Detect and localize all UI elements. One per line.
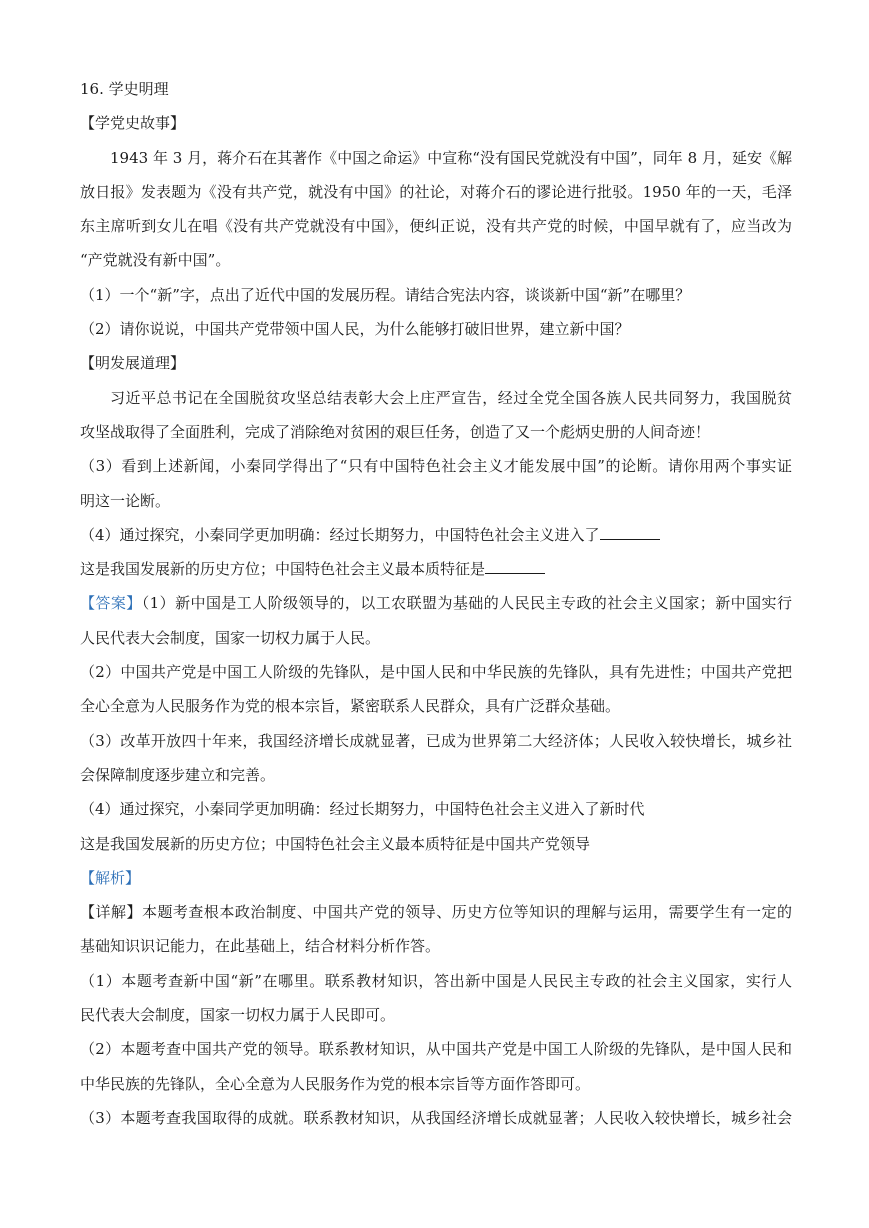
- analysis-2-line: （2）本题考查中国共产党的领导。联系教材知识，从中国共产党是中国工人阶级的先锋队，是中国人民和: [80, 1040, 792, 1059]
- story-paragraph-line: 放日报》发表题为《没有共产党，就没有中国》的社论，对蒋介石的谬论进行批驳。1950 年的一天，毛泽: [80, 182, 792, 201]
- analysis-label: 【解析】: [80, 868, 141, 887]
- answer-1-line: [80, 586, 792, 620]
- answer-blank: [485, 559, 545, 574]
- question-3-line: 明这一论断。: [80, 491, 171, 510]
- answer-blank: [600, 525, 660, 540]
- answer-2-line: 全心全意为人民服务作为党的根本宗旨，紧密联系人民群众，具有广泛群众基础。: [80, 697, 621, 716]
- question-4-line: [80, 552, 792, 586]
- news-paragraph-line: 攻坚战取得了全面胜利，完成了消除绝对贫困的艰巨任务，创造了又一个彪炳史册的人间奇迹！: [80, 422, 711, 441]
- answer-1-line: 人民代表大会制度，国家一切权力属于人民。: [80, 628, 381, 647]
- answer-3-line: 会保障制度逐步建立和完善。: [80, 765, 276, 784]
- question-3-line: （3）看到上述新闻，小秦同学得出了“只有中国特色社会主义才能发展中国”的论断。请你用两个事实证: [80, 457, 792, 476]
- document-page: [80, 72, 792, 1135]
- question-title: 16. 学史明理: [80, 80, 169, 98]
- story-paragraph-line: “产党就没有新中国”。: [80, 251, 231, 270]
- question-4-line: [80, 518, 792, 552]
- section-header-development: 【明发展道理】: [80, 354, 186, 373]
- question-4-text: （4）通过探究，小秦同学更加明确：经过长期努力，中国特色社会主义进入了: [80, 525, 600, 544]
- answer-2-line: （2）中国共产党是中国工人阶级的先锋队，是中国人民和中华民族的先锋队，具有先进性；中国共产党把: [80, 663, 792, 682]
- analysis-detail-line: 【详解】本题考查根本政治制度、中国共产党的领导、历史方位等知识的理解与运用，需要学生有一定的: [80, 903, 792, 922]
- answer-label: 【答案】: [80, 594, 142, 613]
- analysis-detail-line: 基础知识识记能力，在此基础上，结合材料分析作答。: [80, 937, 441, 956]
- answer-3-line: （3）改革开放四十年来，我国经济增长成就显著，已成为世界第二大经济体；人民收入较快增长，城乡社: [80, 731, 792, 750]
- analysis-1-line: 民代表大会制度，国家一切权力属于人民即可。: [80, 1006, 396, 1025]
- answer-text: （1）新中国是工人阶级领导的，以工农联盟为基础的人民民主专政的社会主义国家；新中国实行: [141, 594, 792, 613]
- answer-4-line: 这是我国发展新的历史方位；中国特色社会主义最本质特征是中国共产党领导: [80, 834, 591, 853]
- analysis-2-line: 中华民族的先锋队，全心全意为人民服务作为党的根本宗旨等方面作答即可。: [80, 1074, 591, 1093]
- story-paragraph-line: 东主席听到女儿在唱《没有共产党就没有中国》，便纠正说，没有共产党的时候，中国早就有了，应当改为: [80, 217, 792, 236]
- question-1: （1）一个“新”字，点出了近代中国的发展历程。请结合宪法内容，谈谈新中国“新”在哪里？: [80, 285, 691, 304]
- question-2: （2）请你说说，中国共产党带领中国人民，为什么能够打破旧世界，建立新中国？: [80, 320, 630, 339]
- story-paragraph-line: 1943 年 3 月，蒋介石在其著作《中国之命运》中宣称“没有国民党就没有中国”，同年 8 月，延安《解: [110, 148, 792, 167]
- news-paragraph-line: 习近平总书记在全国脱贫攻坚总结表彰大会上庄严宣告，经过全党全国各族人民共同努力，我国脱贫: [110, 388, 792, 407]
- question-4-text: 这是我国发展新的历史方位；中国特色社会主义最本质特征是: [80, 560, 486, 579]
- section-header-party-history: 【学党史故事】: [80, 114, 186, 133]
- answer-4-line: （4）通过探究，小秦同学更加明确：经过长期努力，中国特色社会主义进入了新时代: [80, 800, 645, 819]
- analysis-3-line: （3）本题考查我国取得的成就。联系教材知识，从我国经济增长成就显著；人民收入较快增长，城乡社会: [80, 1108, 792, 1127]
- analysis-1-line: （1）本题考查新中国“新”在哪里。联系教材知识，答出新中国是人民民主专政的社会主义国家，实行人: [80, 971, 792, 990]
